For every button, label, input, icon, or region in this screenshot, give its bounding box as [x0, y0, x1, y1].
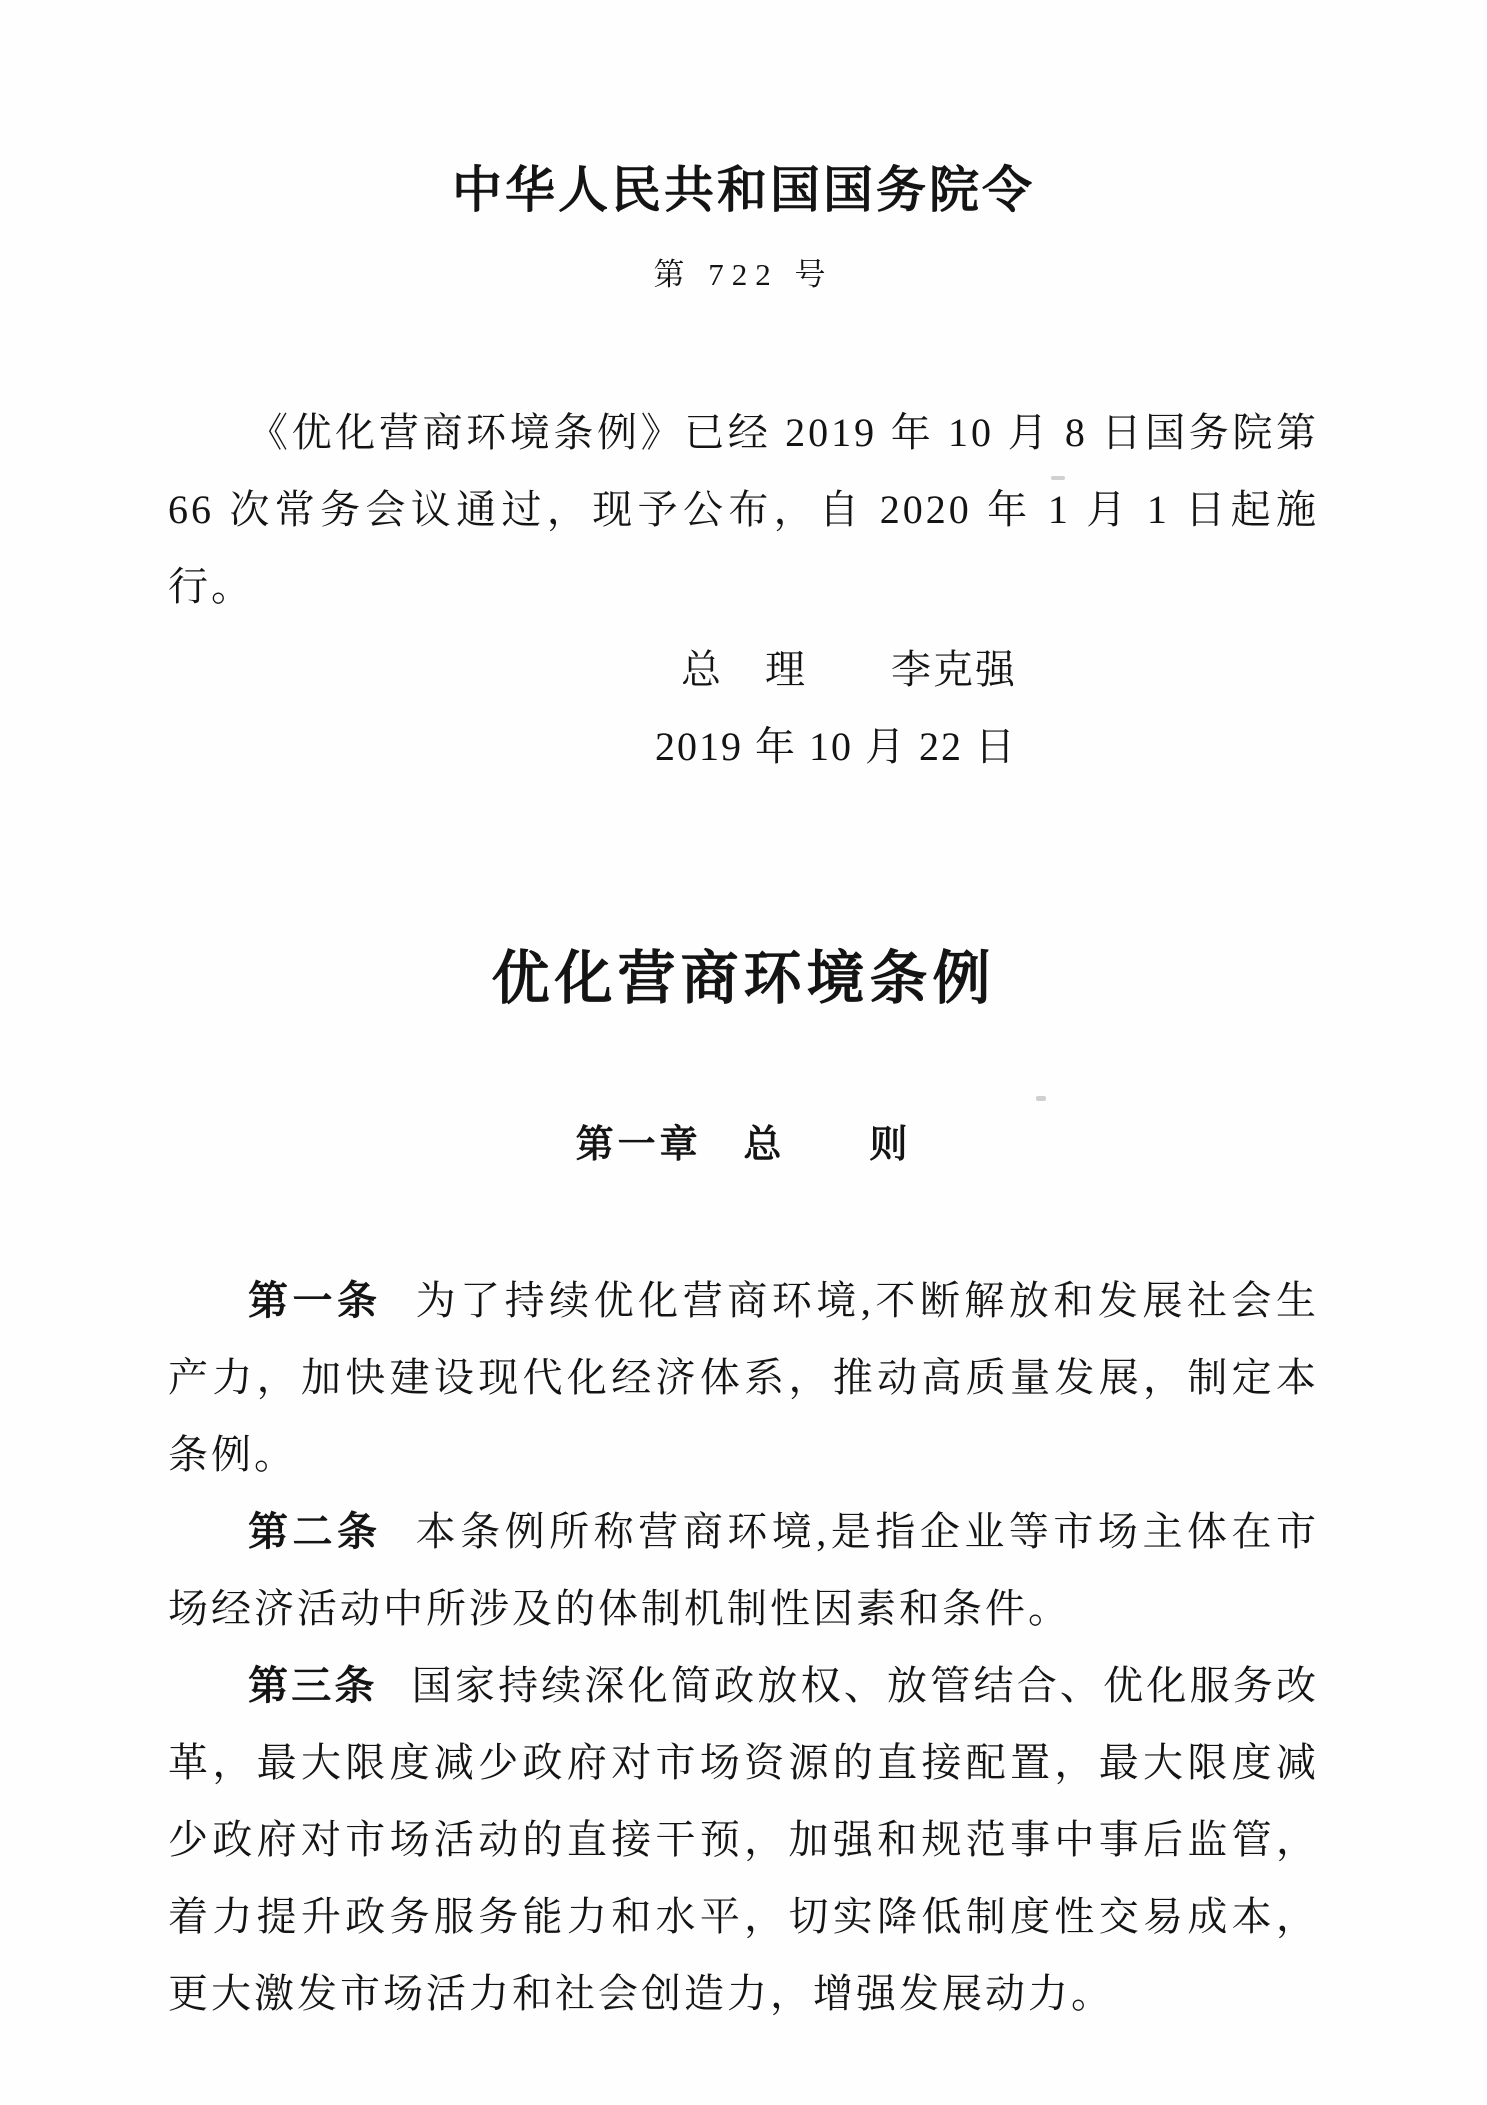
articles-section	[168, 1262, 1319, 2032]
article-3-text: 国家持续深化简政放权、放管结合、优化服务改革，最大限度减少政府对市场资源的直接配置，最大限度减少政府对市场活动的直接干预，加强和规范事中事后监管，着力提升政务服务能力和水平，切实降低制度性交易成本，更大激发市场活力和社会创造力，增强发展动力。	[168, 1663, 1320, 2016]
regulation-title: 优化营商环境条例	[491, 946, 996, 1011]
chapter-number: 第一章	[575, 1124, 702, 1166]
article-3	[168, 1647, 1319, 2032]
article-2-text: 本条例所称营商环境,是指企业等市场主体在市场经济活动中所涉及的体制机制性因素和条件。	[168, 1509, 1320, 1631]
scan-artifact	[1051, 476, 1065, 480]
signature-line	[168, 631, 1017, 708]
article-3-number: 第三条	[248, 1663, 378, 1708]
article-1-text: 为了持续优化营商环境,不断解放和发展社会生产力，加快建设现代化经济体系，推动高质量发展，制定本条例。	[168, 1278, 1320, 1477]
decree-announcement: 《优化营商环境条例》已经 2019 年 10 月 8 日国务院第 66 次常务会议通过，现予公布，自 2020 年 1 月 1 日起施行。	[168, 410, 1319, 609]
signature-block	[168, 631, 1319, 785]
article-1	[168, 1262, 1319, 1493]
scan-artifact	[1036, 1096, 1046, 1101]
article-2	[168, 1493, 1319, 1647]
decree-number: 第 722 号	[653, 257, 834, 292]
signature-role: 总 理	[681, 647, 807, 692]
signature-name: 李克强	[891, 647, 1017, 692]
article-1-number: 第一条	[248, 1278, 382, 1323]
decree-title: 中华人民共和国国务院令	[452, 162, 1035, 218]
chapter-name: 总 则	[743, 1124, 912, 1166]
chapter-heading	[168, 1113, 1319, 1168]
article-2-number: 第二条	[248, 1509, 382, 1554]
signature-date: 2019 年 10 月 22 日	[655, 724, 1017, 769]
